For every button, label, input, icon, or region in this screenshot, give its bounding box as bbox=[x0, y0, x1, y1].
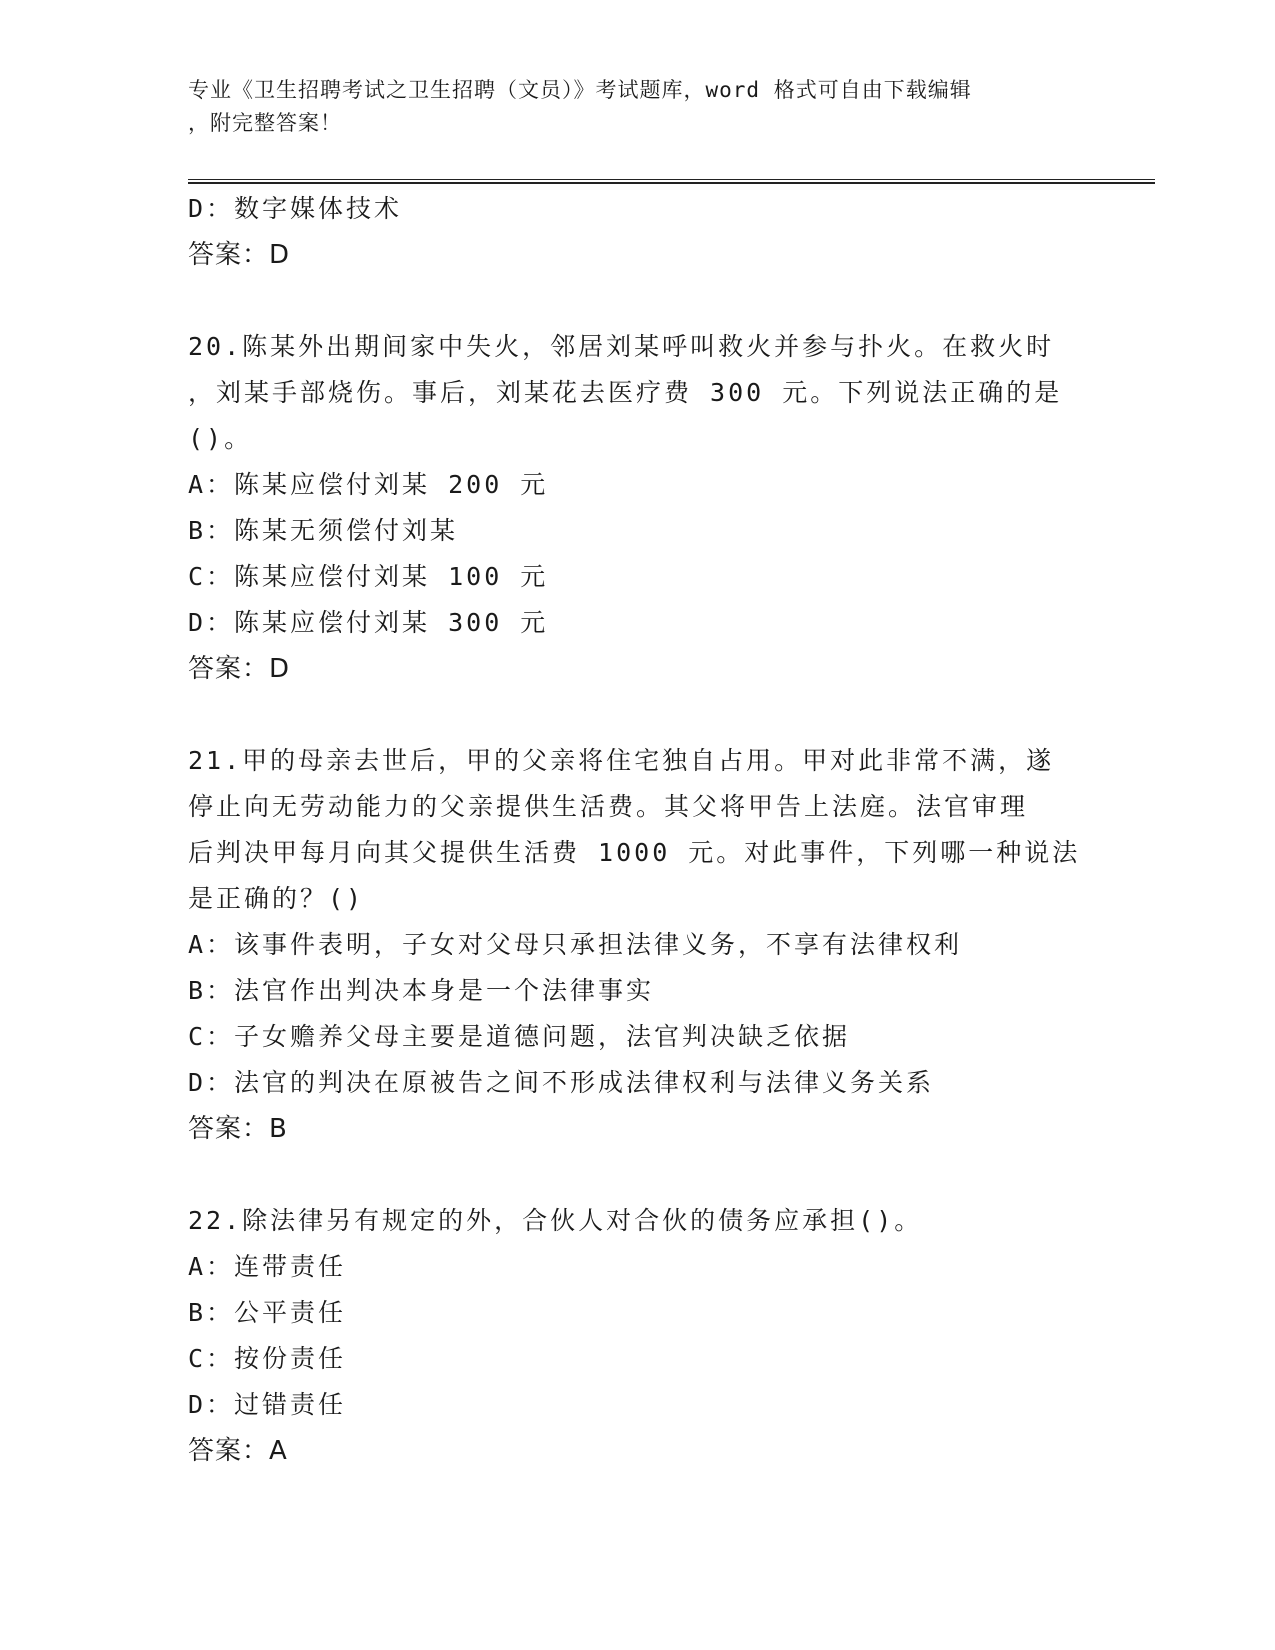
option-a: A：连带责任 bbox=[188, 1252, 347, 1281]
header-divider bbox=[188, 179, 1155, 184]
option-d: D：法官的判决在原被告之间不形成法律权利与法律义务关系 bbox=[188, 1068, 935, 1097]
answer-label: 答案：D bbox=[188, 654, 291, 684]
option-a: A：该事件表明，子女对父母只承担法律义务，不享有法律权利 bbox=[188, 930, 963, 959]
stem-line: 后判决甲每月向其父提供生活费 1000 元。对此事件，下列哪一种说法 bbox=[188, 838, 1081, 867]
question-content bbox=[188, 186, 1088, 1474]
stem-line: ，刘某手部烧伤。事后，刘某花去医疗费 300 元。下列说法正确的是 bbox=[188, 378, 1063, 407]
option-d: D：陈某应偿付刘某 300 元 bbox=[188, 608, 549, 637]
stem-line: 22.除法律另有规定的外，合伙人对合伙的债务应承担()。 bbox=[188, 1206, 923, 1235]
question-stem bbox=[188, 324, 1088, 462]
stem-line: 21.甲的母亲去世后，甲的父亲将住宅独自占用。甲对此非常不满，遂 bbox=[188, 746, 1055, 775]
header-title-line-2: ，附完整答案！ bbox=[188, 111, 342, 135]
question-stem bbox=[188, 1198, 1088, 1244]
header-title-line-1: 专业《卫生招聘考试之卫生招聘（文员）》考试题库，word 格式可自由下载编辑 bbox=[188, 78, 972, 102]
question-20 bbox=[188, 324, 1088, 692]
option-c: C：陈某应偿付刘某 100 元 bbox=[188, 562, 549, 591]
answer-label: 答案：B bbox=[188, 1114, 288, 1144]
question-21 bbox=[188, 738, 1088, 1152]
option-b: B：法官作出判决本身是一个法律事实 bbox=[188, 976, 655, 1005]
option-c: C：按份责任 bbox=[188, 1344, 347, 1373]
option-d: D：过错责任 bbox=[188, 1390, 347, 1419]
stem-line: 停止向无劳动能力的父亲提供生活费。其父将甲告上法庭。法官审理 bbox=[188, 792, 1029, 821]
option-c: C：子女赡养父母主要是道德问题，法官判决缺乏依据 bbox=[188, 1022, 851, 1051]
answer-label: 答案：D bbox=[188, 240, 291, 270]
stem-line: 20.陈某外出期间家中失火，邻居刘某呼叫救火并参与扑火。在救火时 bbox=[188, 332, 1055, 361]
option-b: B：陈某无须偿付刘某 bbox=[188, 516, 459, 545]
stem-line: ()。 bbox=[188, 424, 253, 453]
option-a: A：陈某应偿付刘某 200 元 bbox=[188, 470, 549, 499]
question-22 bbox=[188, 1198, 1088, 1474]
answer-label: 答案：A bbox=[188, 1436, 288, 1466]
option-d: D：数字媒体技术 bbox=[188, 194, 403, 223]
option-b: B：公平责任 bbox=[188, 1298, 347, 1327]
question-stem bbox=[188, 738, 1088, 922]
page-header bbox=[188, 74, 1068, 140]
stem-line: 是正确的？() bbox=[188, 884, 365, 913]
